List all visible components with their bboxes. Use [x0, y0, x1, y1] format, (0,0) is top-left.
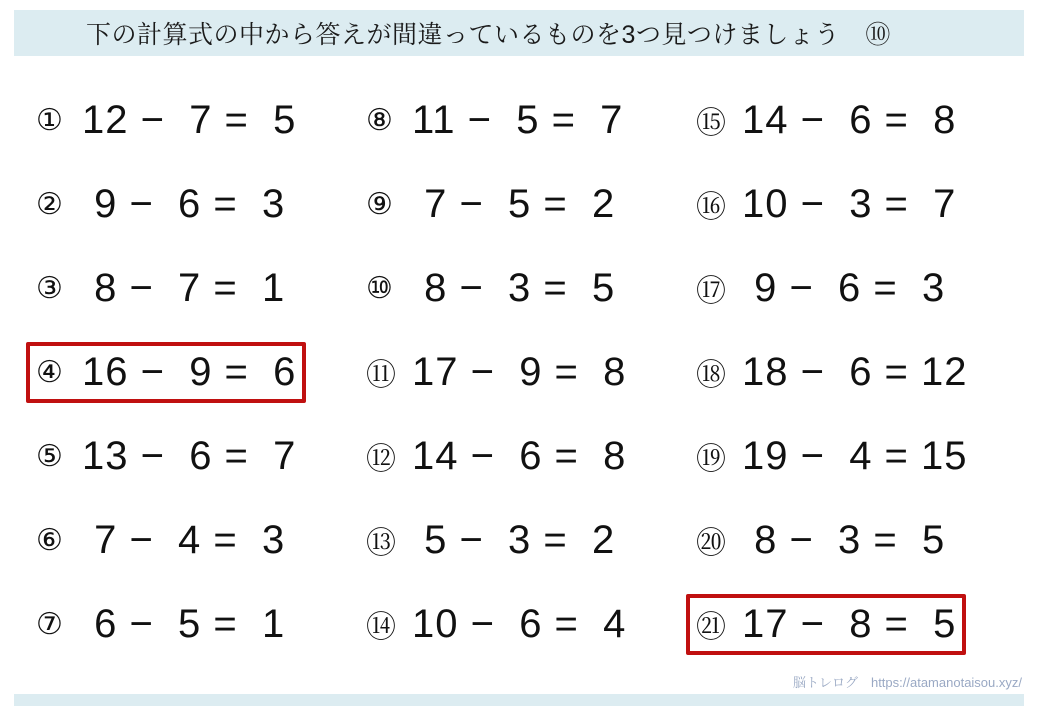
footer-bar — [14, 694, 1024, 706]
problem-cell — [356, 414, 686, 498]
problem-cell — [686, 246, 1016, 330]
problem-cell — [686, 162, 1016, 246]
problem-cell — [26, 246, 356, 330]
problem-expression: 19 − 4 = 15 — [742, 433, 968, 478]
equation-20[interactable] — [686, 594, 966, 655]
problem-cell — [26, 162, 356, 246]
equation-3[interactable] — [26, 174, 295, 235]
problem-cell — [686, 582, 1016, 666]
problem-cell — [356, 498, 686, 582]
problem-number: ⑲ — [696, 443, 726, 476]
problem-cell — [686, 414, 1016, 498]
problem-number: ② — [36, 187, 63, 221]
problem-number: ⑩ — [366, 271, 393, 305]
problem-number: ① — [36, 103, 63, 137]
problem-cell — [26, 330, 356, 414]
problem-cell — [686, 498, 1016, 582]
problem-cell — [26, 78, 356, 162]
equation-11[interactable] — [686, 342, 978, 403]
problem-number: ⑯ — [696, 191, 726, 224]
equation-18[interactable] — [26, 594, 295, 655]
problem-expression: 6 − 5 = 1 — [82, 601, 286, 646]
equation-14[interactable] — [686, 426, 978, 487]
problem-expression: 13 − 6 = 7 — [82, 433, 297, 478]
problem-expression: 7 − 4 = 3 — [82, 517, 286, 562]
problem-expression: 7 − 5 = 2 — [412, 181, 616, 226]
equation-5[interactable] — [686, 174, 966, 235]
problem-number: ⑧ — [366, 103, 393, 137]
problem-number: ⑪ — [366, 359, 396, 392]
problem-cell — [356, 330, 686, 414]
problem-cell — [686, 78, 1016, 162]
equation-16[interactable] — [356, 510, 625, 571]
problem-number: ⑰ — [696, 275, 726, 308]
site-credit: 脳トレログ https://atamanotaisou.xyz/ — [792, 675, 1022, 690]
equation-4[interactable] — [356, 174, 625, 235]
equation-15[interactable] — [26, 510, 295, 571]
problem-number: ⑫ — [366, 443, 396, 476]
problem-expression: 14 − 6 = 8 — [412, 433, 627, 478]
problem-number: ⑨ — [366, 187, 393, 221]
problem-number: ③ — [36, 271, 63, 305]
problem-cell — [356, 162, 686, 246]
problem-expression: 11 − 5 = 7 — [412, 97, 624, 142]
equation-7[interactable] — [356, 258, 625, 319]
problem-cell — [26, 582, 356, 666]
problem-expression: 8 − 3 = 5 — [742, 517, 946, 562]
page-title: 下の計算式の中から答えが間違っているものを3つ見つけましょう ⑩ — [86, 21, 891, 49]
problem-cell — [356, 582, 686, 666]
problem-expression: 16 − 9 = 6 — [82, 349, 297, 394]
problem-cell — [356, 246, 686, 330]
problem-cell — [26, 414, 356, 498]
problem-expression: 12 − 7 = 5 — [82, 97, 297, 142]
problem-expression: 18 − 6 = 12 — [742, 349, 968, 394]
problem-number: ⑦ — [36, 607, 63, 641]
problem-expression: 8 − 3 = 5 — [412, 265, 616, 310]
problem-number: ⑬ — [366, 527, 396, 560]
equation-17[interactable] — [686, 510, 955, 571]
problem-number: ⑭ — [366, 611, 396, 644]
problem-expression: 10 − 3 = 7 — [742, 181, 957, 226]
problem-expression: 9 − 6 = 3 — [742, 265, 946, 310]
equation-10[interactable] — [356, 342, 636, 403]
problem-number: ⑤ — [36, 439, 63, 473]
problem-cell — [26, 498, 356, 582]
equation-12[interactable] — [26, 426, 306, 487]
problem-cell — [356, 78, 686, 162]
problem-expression: 17 − 8 = 5 — [742, 601, 957, 646]
equation-0[interactable] — [26, 90, 306, 151]
problem-expression: 9 − 6 = 3 — [82, 181, 286, 226]
equation-19[interactable] — [356, 594, 636, 655]
equation-13[interactable] — [356, 426, 636, 487]
problem-expression: 17 − 9 = 8 — [412, 349, 627, 394]
equation-2[interactable] — [686, 90, 966, 151]
equation-6[interactable] — [26, 258, 295, 319]
problem-number: ⑱ — [696, 359, 726, 392]
equation-1[interactable] — [356, 90, 633, 151]
problem-grid — [26, 78, 1016, 666]
problem-expression: 8 − 7 = 1 — [82, 265, 286, 310]
equation-9[interactable] — [26, 342, 306, 403]
problem-number: ④ — [36, 355, 63, 389]
problem-expression: 10 − 6 = 4 — [412, 601, 627, 646]
problem-number: ⑮ — [696, 107, 726, 140]
problem-expression: 14 − 6 = 8 — [742, 97, 957, 142]
problem-number: ⑥ — [36, 523, 63, 557]
equation-8[interactable] — [686, 258, 955, 319]
header-bar — [14, 10, 1024, 56]
problem-number: ⑳ — [696, 527, 726, 560]
problem-number: ㉑ — [696, 611, 726, 644]
problem-cell — [686, 330, 1016, 414]
problem-expression: 5 − 3 = 2 — [412, 517, 616, 562]
